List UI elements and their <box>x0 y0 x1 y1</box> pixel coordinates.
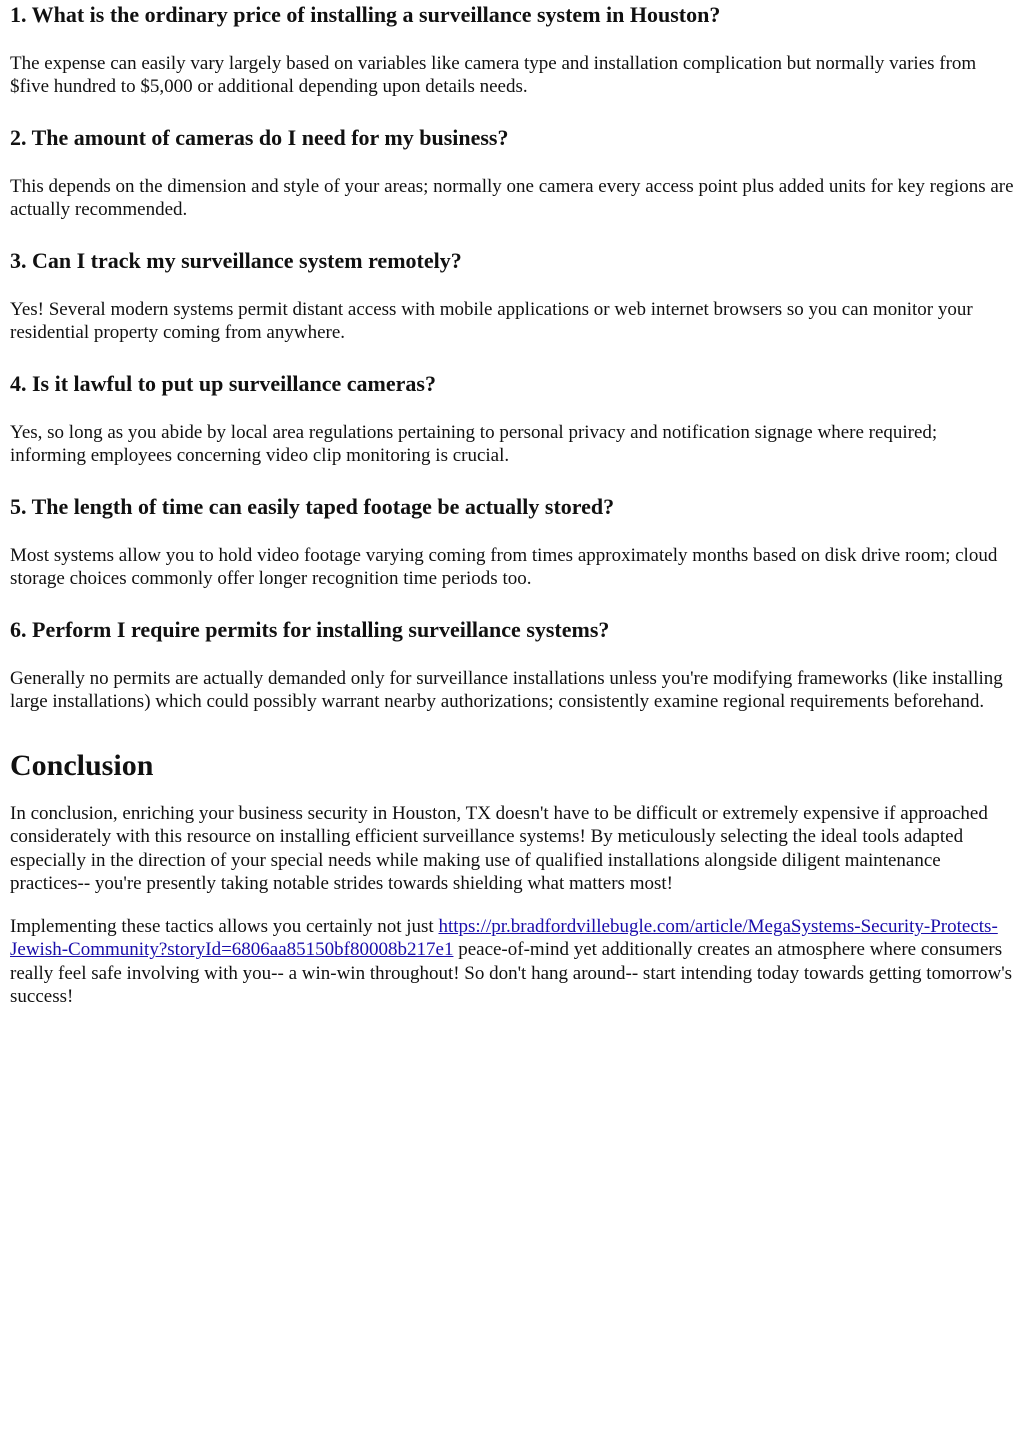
conclusion-heading: Conclusion <box>10 749 154 782</box>
faq-item <box>10 246 1014 369</box>
faq-answer: The expense can easily vary largely based on variables like camera type and installation complication but normally varies from $five hundred to $5,000 or additional depending upon details needs. <box>10 53 977 97</box>
faq-answer: This depends on the dimension and style of your areas; normally one camera every access point plus added units for key regions are actually recommended. <box>10 176 1014 220</box>
conclusion-paragraph-with-link <box>10 895 1014 1008</box>
faq-item <box>10 0 1014 123</box>
article-link[interactable]: https://pr.bradfordvillebugle.com/article/MegaSystems-Security-Protects-Jewish-Community?storyId=6806aa85150bf80008b217e1 <box>10 916 998 961</box>
faq-question: 3. Can I track my surveillance system remotely? <box>10 248 462 273</box>
faq-question: 2. The amount of cameras do I need for my business? <box>10 125 509 150</box>
paragraph-text-after-link: peace-of-mind yet additionally creates an atmosphere where consumers really feel safe involving with you-- a win-win throughout! So don't hang around-- start intending today towards getting tomorrow's success! <box>10 939 1013 1008</box>
faq-question: 4. Is it lawful to put up surveillance cameras? <box>10 371 436 396</box>
paragraph-text-before-link: Implementing these tactics allows you certainly not just <box>10 916 439 938</box>
faq-answer: Yes! Several modern systems permit distant access with mobile applications or web internet browsers so you can monitor your residential property coming from anywhere. <box>10 299 973 343</box>
faq-item <box>10 123 1014 246</box>
faq-question: 6. Perform I require permits for installing surveillance systems? <box>10 617 610 642</box>
faq-question: 1. What is the ordinary price of installing a surveillance system in Houston? <box>10 2 721 27</box>
faq-item <box>10 369 1014 492</box>
conclusion-paragraph: In conclusion, enriching your business security in Houston, TX doesn't have to be difficult or extremely expensive if approached considerately with this resource on installing efficient surveillance systems! By meticulously selecting the ideal tools adapted especially in the direction of your special needs while making use of qualified installations alongside diligent maintenance practices-- you're presently taking notable strides towards shielding what matters most! <box>10 803 988 894</box>
faq-answer: Yes, so long as you abide by local area regulations pertaining to personal privacy and notification signage where required; informing employees concerning video clip monitoring is crucial. <box>10 422 938 466</box>
faq-item <box>10 615 1014 738</box>
faq-answer: Most systems allow you to hold video footage varying coming from times approximately months based on disk drive room; cloud storage choices commonly offer longer recognition time periods too. <box>10 545 998 589</box>
faq-question: 5. The length of time can easily taped footage be actually stored? <box>10 494 615 519</box>
faq-answer: Generally no permits are actually demanded only for surveillance installations unless you're modifying frameworks (like installing large installations) which could possibly warrant nearby authorizations; consistently examine regional requirements beforehand. <box>10 668 1003 712</box>
faq-item <box>10 492 1014 615</box>
